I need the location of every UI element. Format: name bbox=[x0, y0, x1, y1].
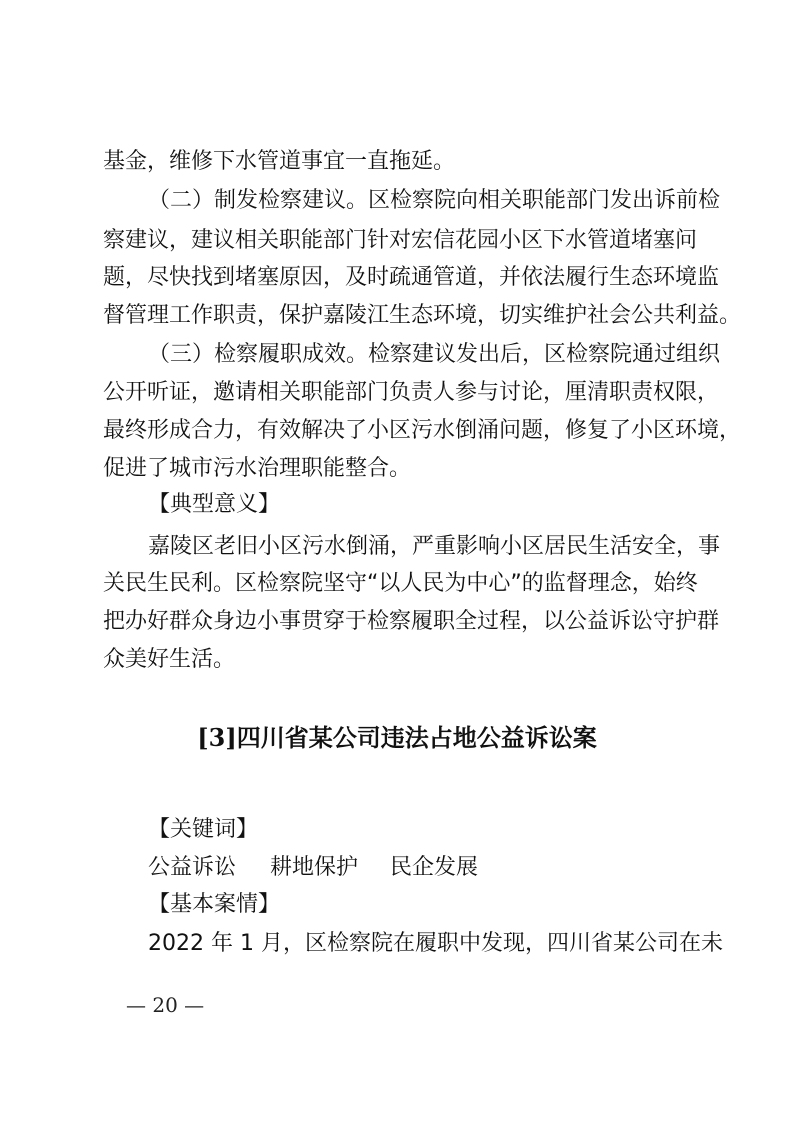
keywords-heading: 【关键词】 bbox=[148, 817, 259, 842]
text-line: （二）制发检察建议。区检察院向相关职能部门发出诉前检 bbox=[148, 188, 721, 213]
basic-facts-heading: 【基本案情】 bbox=[148, 892, 281, 917]
text-line: 基金，维修下水管道事宜一直拖延。 bbox=[103, 149, 456, 174]
text-line: 把办好群众身边小事贯穿于检察履职全过程，以公益诉讼守护群 bbox=[103, 609, 720, 634]
text-line: 关民生民利。区检察院坚守“以人民为中心”的监督理念，始终 bbox=[103, 571, 698, 596]
section-heading: 【典型意义】 bbox=[148, 492, 281, 517]
text-line: 题，尽快找到堵塞原因，及时疏通管道，并依法履行生态环境监 bbox=[103, 265, 720, 290]
text-line: 督管理工作职责，保护嘉陵江生态环境，切实维护社会公共利益。 bbox=[103, 303, 742, 328]
text-line: 察建议，建议相关职能部门针对宏信花园小区下水管道堵塞问 bbox=[103, 228, 698, 253]
text-line: 公开听证，邀请相关职能部门负责人参与讨论，厘清职责权限， bbox=[103, 380, 720, 405]
keyword-public-interest-litigation: 公益诉讼 bbox=[148, 855, 237, 880]
text-line: （三）检察履职成效。检察建议发出后，区检察院通过组织 bbox=[148, 342, 721, 367]
text-line: 促进了城市污水治理职能整合。 bbox=[103, 456, 412, 481]
text-line: 最终形成合力，有效解决了小区污水倒涌问题，修复了小区环境， bbox=[103, 418, 742, 443]
text-line: 众美好生活。 bbox=[103, 647, 236, 672]
text-line: 嘉陵区老旧小区污水倒涌，严重影响小区居民生活安全，事 bbox=[148, 534, 721, 559]
keyword-private-enterprise-development: 民企发展 bbox=[390, 855, 479, 880]
keyword-farmland-protection: 耕地保护 bbox=[270, 855, 359, 880]
page-number: — 20 — bbox=[126, 993, 205, 1017]
case-title: [3]四川省某公司违法占地公益诉讼案 bbox=[197, 723, 597, 752]
text-line: 2022 年 1 月，区检察院在履职中发现，四川省某公司在未 bbox=[148, 931, 723, 956]
